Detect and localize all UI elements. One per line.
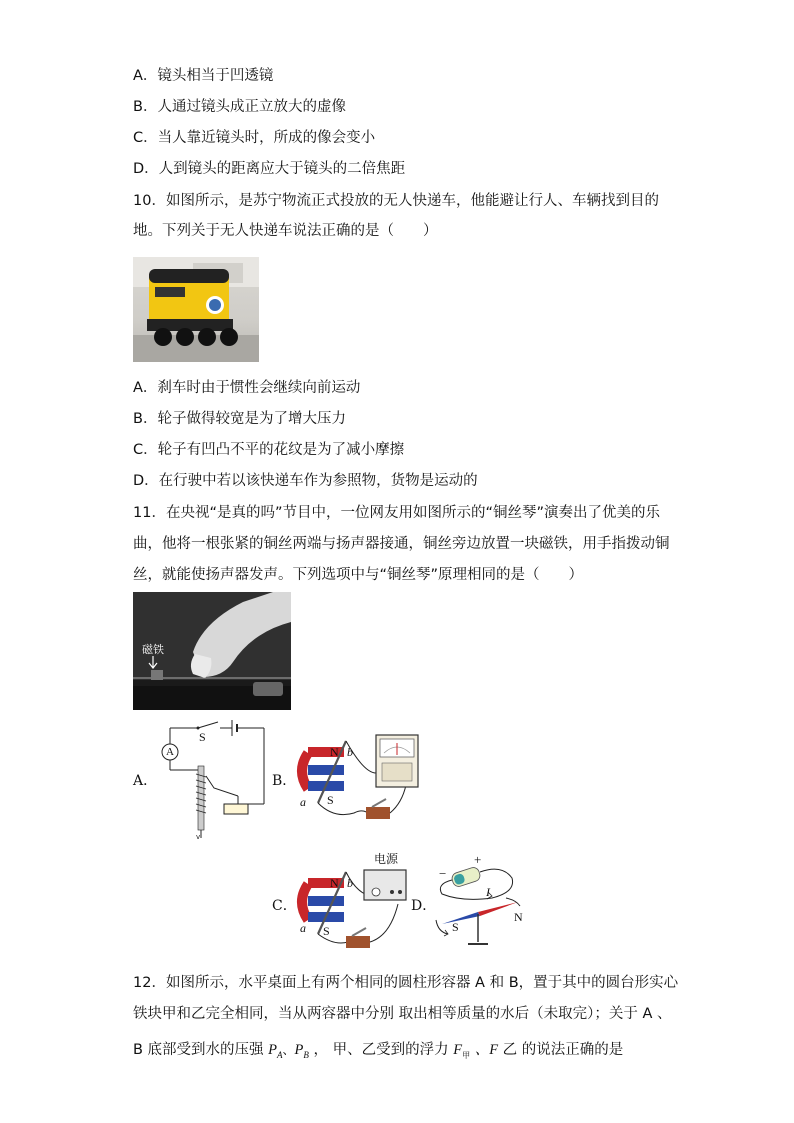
b-south-label: S: [327, 793, 334, 807]
generator-galvanometer-diagram: [294, 733, 420, 828]
q10-option-c: C．轮子有凹凸不平的花纹是为了减小摩擦: [133, 442, 405, 458]
svg-text:ⅴ: ⅴ: [196, 833, 201, 841]
pressure-separator: 、: [282, 1043, 295, 1057]
q11-option-d-label: D．: [411, 898, 437, 914]
q11-stem-line3: 丝，就能使扬声器发声。下列选项中与“铜丝琴”原理相同的是（ ）: [133, 567, 584, 583]
pressure-a-symbol: P: [268, 1042, 278, 1058]
q12-stem-part-c: 的说法正确的是: [521, 1042, 624, 1058]
buoyancy-jia-subscript: 甲: [462, 1050, 471, 1060]
c-end-a-label: a: [300, 921, 306, 935]
switch-label: S: [199, 730, 206, 744]
q10-stem-line1: 10．如图所示，是苏宁物流正式投放的无人快递车，他能避让行人、车辆找到目的: [133, 193, 659, 209]
pressure-a-subscript: A: [277, 1049, 283, 1060]
d-south-label: S: [452, 920, 459, 934]
c-south-label: S: [323, 924, 330, 938]
buoyancy-yi-subscript: 乙: [502, 1042, 518, 1058]
q12-stem-part-a: B 底部受到水的压强: [133, 1042, 264, 1058]
q12-stem-line3: [133, 1040, 623, 1066]
d-current-label: I: [486, 885, 490, 899]
q9-option-c: C．当人靠近镜头时，所成的像会变小: [133, 130, 376, 146]
pressure-b-subscript: B: [303, 1049, 309, 1060]
q11-option-b-label: B．: [272, 773, 297, 789]
oersted-experiment-diagram: [432, 858, 532, 952]
q9-option-d: D．人到镜头的距离应大于镜头的二倍焦距: [133, 161, 406, 177]
delivery-robot-icon: [133, 257, 259, 362]
buoyancy-jia-symbol: F: [453, 1042, 463, 1058]
motor-power-supply-diagram: [294, 864, 412, 952]
magnet-label: 磁铁: [142, 643, 164, 656]
q10-option-b: B．轮子做得较宽是为了增大压力: [133, 411, 346, 427]
pressure-b-symbol: P: [294, 1042, 304, 1058]
b-end-a-label: a: [300, 795, 306, 809]
q12-stem-line1: 12．如图所示，水平桌面上有两个相同的圆柱形容器 A 和 B，置于其中的圆台形实心: [133, 975, 679, 991]
q10-option-d: D．在行驶中若以该快递车作为参照物，货物是运动的: [133, 473, 478, 489]
power-supply-label: 电源: [374, 852, 399, 866]
d-minus-label: −: [439, 866, 447, 881]
q11-option-c-label: C．: [272, 898, 297, 914]
d-plus-label: +: [474, 852, 482, 867]
buoyancy-yi-symbol: 、F: [474, 1042, 499, 1058]
q10-option-a: A．刹车时由于惯性会继续向前运动: [133, 380, 361, 396]
ammeter-label: A: [166, 746, 174, 758]
q10-stem-line2: 地。下列关于无人快递车说法正确的是（ ）: [133, 223, 438, 239]
b-end-b-label: b: [347, 745, 353, 759]
q12-stem-part-b: ， 甲、乙受到的浮力: [313, 1042, 449, 1058]
copper-wire-harp-photo: [133, 592, 291, 710]
q9-option-b: B．人通过镜头成正立放大的虚像: [133, 99, 346, 115]
q11-stem-line2: 曲，他将一根张紧的铜丝两端与扬声器接通，铜丝旁边放置一块磁铁，用手指拨动铜: [133, 536, 670, 552]
d-north-label: N: [514, 910, 523, 924]
q12-stem-line2: 铁块甲和乙完全相同，当从两容器中分别 取出相等质量的水后（未取完）；关于 A 、: [133, 1006, 672, 1022]
delivery-robot-photo: [133, 257, 259, 362]
q9-option-a: A．镜头相当于凹透镜: [133, 68, 274, 84]
q11-stem-line1: 11．在央视“是真的吗”节目中，一位网友用如图所示的“铜丝琴”演奏出了优美的乐: [133, 505, 660, 521]
q11-option-a-label: A．: [133, 773, 158, 789]
c-north-label: N: [330, 876, 339, 890]
c-end-b-label: b: [347, 876, 353, 890]
electromagnet-circuit-diagram: [158, 718, 270, 842]
b-north-label: N: [330, 745, 339, 759]
